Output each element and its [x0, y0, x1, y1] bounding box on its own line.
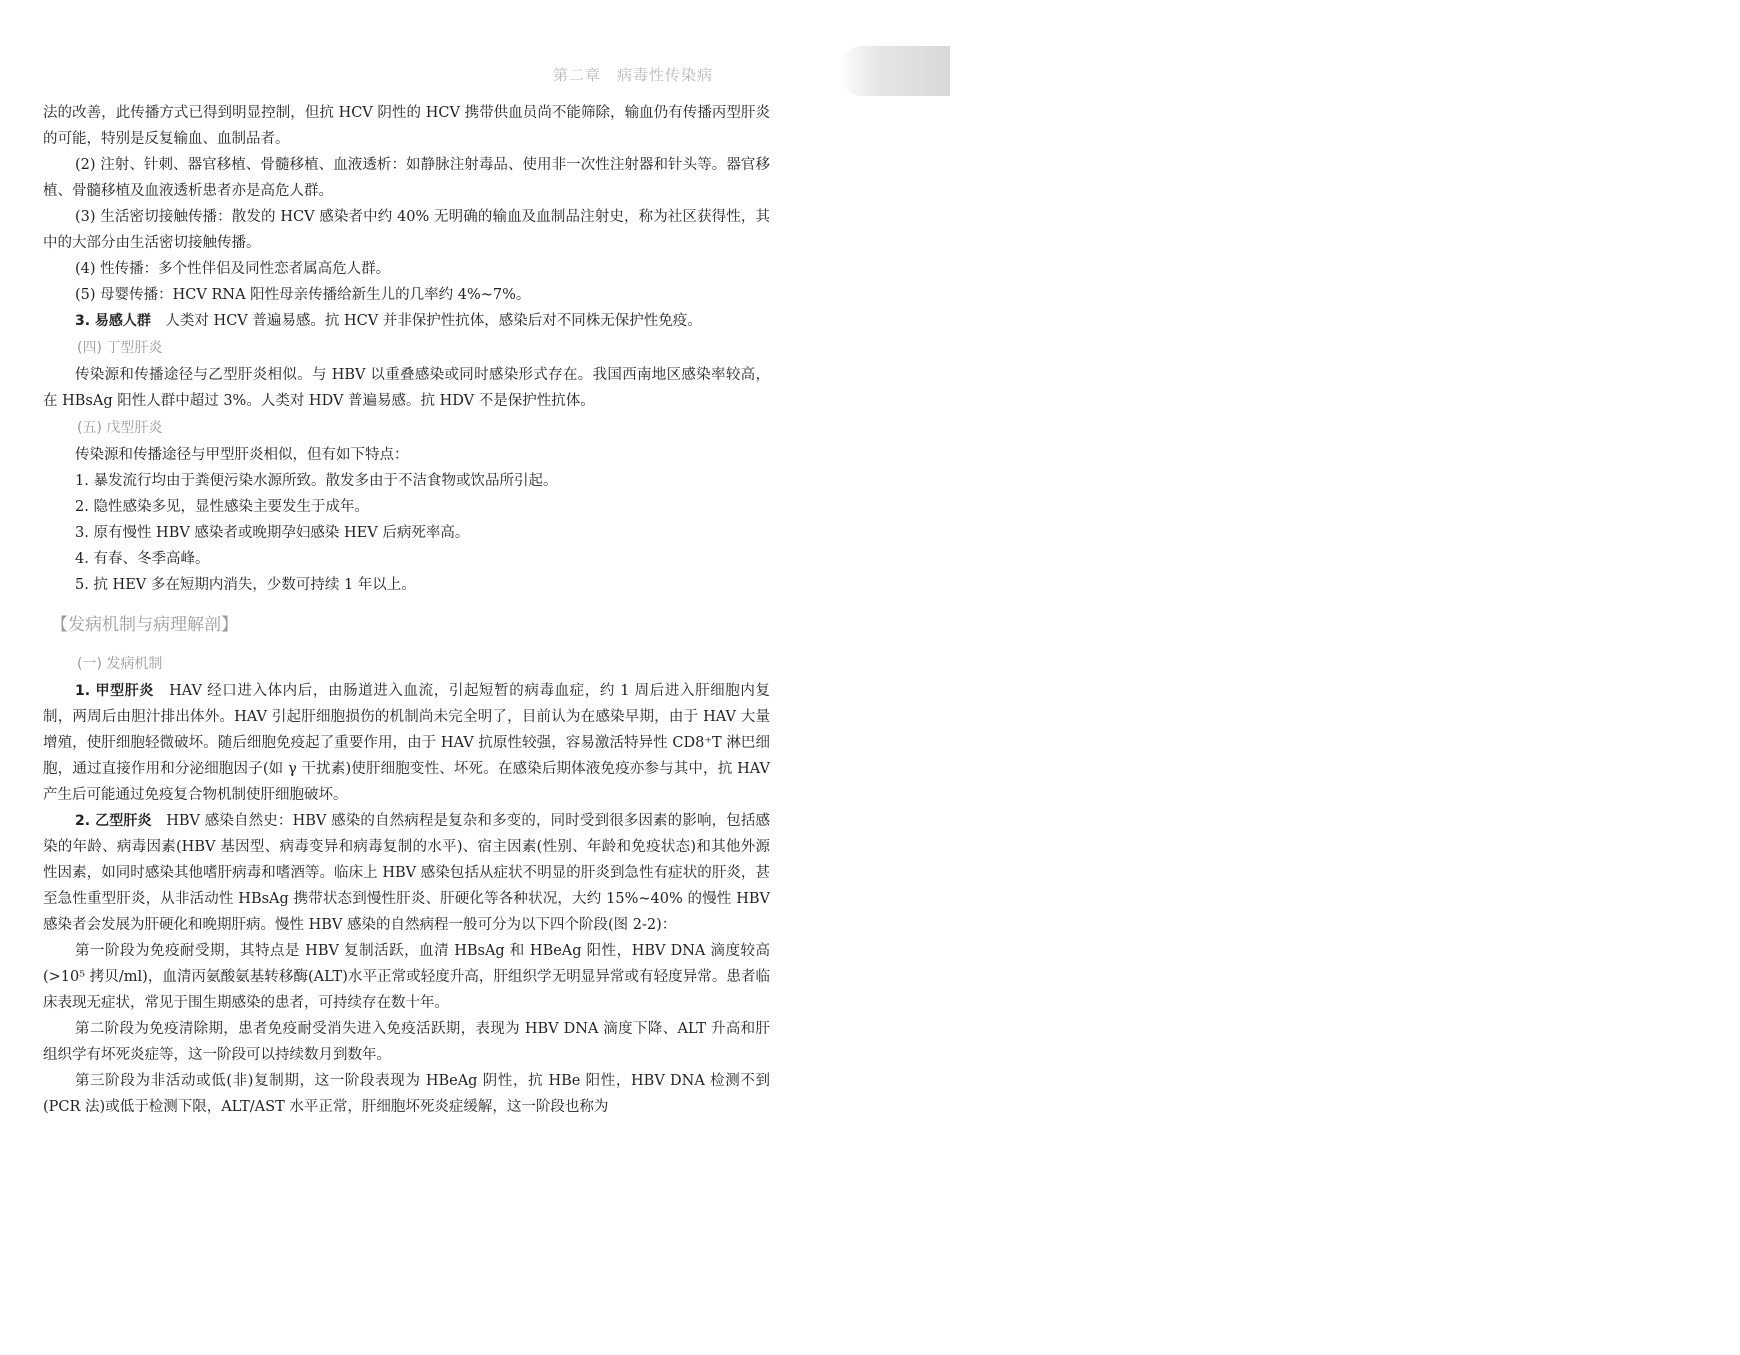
chapter-title: 第二章 病毒性传染病 [553, 66, 714, 84]
susceptible-text: 人类对 HCV 普遍易感。抗 HCV 并非保护性抗体，感染后对不同株无保护性免疫。 [150, 313, 702, 329]
paragraph-hdv: 传染源和传播途径与乙型肝炎相似。与 HBV 以重叠感染或同时感染形式存在。我国西南地区感染率较高，在 HBsAg 阳性人群中超过 3%。人类对 HDV 普遍易感。抗 HDV 不是保护性抗体。 [43, 367, 770, 409]
paragraph-hcv-mother-infant: (5) 母婴传播：HCV RNA 阳性母亲传播给新生儿的几率约 4%~7%。 [75, 287, 531, 303]
paragraph-hcv-susceptible [43, 308, 770, 334]
hev-item: 1. 暴发流行均由于粪便污染水源所致。散发多由于不洁食物或饮品所引起。 [75, 473, 558, 489]
hev-item: 5. 抗 HEV 多在短期内消失，少数可持续 1 年以上。 [75, 577, 416, 593]
paragraph-hbv-stage-3: 第三阶段为非活动或低(非)复制期，这一阶段表现为 HBeAg 阴性，抗 HBe 阳性，HBV DNA 检测不到(PCR 法)或低于检测下限，ALT/AST 水平正常，肝细胞坏死炎症缓解，这一阶段也称为 [43, 1073, 770, 1115]
paragraph-hcv-contact: (3) 生活密切接触传播：散发的 HCV 感染者中约 40% 无明确的输血及血制品注射史，称为社区获得性，其中的大部分由生活密切接触传播。 [43, 209, 770, 251]
hav-text: HAV 经口进入体内后，由肠道进入血流，引起短暂的病毒血症，约 1 周后进入肝细胞内复制，两周后由胆汁排出体外。HAV 引起肝细胞损伤的机制尚未完全明了，目前认为在感染早期，由于 HAV 大量增殖，使肝细胞轻微破坏。随后细胞免疫起了重要作用，由于 HAV 抗原性较强，容易激活特异性 CD8⁺T 淋巴细胞，通过直接作用和分泌细胞因子(如 γ 干扰素)使肝细胞变性、坏死。在感染后期体液免疫亦参与其中，抗 HAV 产生后可能通过免疫复合物机制使肝细胞破坏。 [43, 683, 770, 803]
paragraph-hcv-sexual: (4) 性传播：多个性伴侣及同性恋者属高危人群。 [75, 261, 391, 277]
hev-item: 4. 有春、冬季高峰。 [75, 551, 210, 567]
paragraph-hbv-stage-1: 第一阶段为免疫耐受期，其特点是 HBV 复制活跃，血清 HBsAg 和 HBeAg 阳性，HBV DNA 滴度较高(>10⁵ 拷贝/ml)，血清丙氨酸氨基转移酶(ALT)水平正常或轻度升高，肝组织学无明显异常或有轻度异常。患者临床表现无症状，常见于围生期感染的患者，可持续存在数十年。 [43, 943, 770, 1011]
section-title-pathogenesis: 【发病机制与病理解剖】 [51, 615, 238, 635]
hev-item: 2. 隐性感染多见，显性感染主要发生于成年。 [75, 499, 369, 515]
susceptible-label: 3. 易感人群 [75, 313, 151, 329]
paragraph-hav-mechanism [43, 678, 770, 808]
subheading-mechanism: (一) 发病机制 [77, 656, 163, 672]
paragraph-hcv-transfusion: 法的改善，此传播方式已得到明显控制，但抗 HCV 阴性的 HCV 携带供血员尚不能筛除，输血仍有传播丙型肝炎的可能，特别是反复输血、血制品者。 [43, 105, 770, 147]
page-body [43, 100, 770, 1120]
subheading-hdv: (四) 丁型肝炎 [77, 340, 163, 356]
subheading-hev: (五) 戊型肝炎 [77, 420, 163, 436]
paragraph-hbv-stage-2: 第二阶段为免疫清除期，患者免疫耐受消失进入免疫活跃期，表现为 HBV DNA 滴度下降、ALT 升高和肝组织学有坏死炎症等，这一阶段可以持续数月到数年。 [43, 1021, 770, 1063]
hav-label: 1. 甲型肝炎 [75, 683, 154, 699]
paragraph-hcv-injection: (2) 注射、针刺、器官移植、骨髓移植、血液透析：如静脉注射毒品、使用非一次性注射器和针头等。器官移植、骨髓移植及血液透析患者亦是高危人群。 [43, 157, 770, 199]
paragraph-hev-intro: 传染源和传播途径与甲型肝炎相似，但有如下特点： [75, 447, 409, 463]
page-number-tab [838, 46, 1740, 96]
hev-item: 3. 原有慢性 HBV 感染者或晚期孕妇感染 HEV 后病死率高。 [75, 525, 470, 541]
hbv-label: 2. 乙型肝炎 [75, 813, 152, 829]
page-number: 23 [1720, 54, 1740, 74]
paragraph-hbv-mechanism [43, 808, 770, 938]
page-header [0, 46, 1740, 96]
hbv-text: HBV 感染自然史：HBV 感染的自然病程是复杂和多变的，同时受到很多因素的影响，包括感染的年龄、病毒因素(HBV 基因型、病毒变异和病毒复制的水平)、宿主因素(性别、年龄和免疫状态)和其他外源性因素，如同时感染其他嗜肝病毒和嗜酒等。临床上 HBV 感染包括从症状不明显的肝炎到急性有症状的肝炎，甚至急性重型肝炎，从非活动性 HBsAg 携带状态到慢性肝炎、肝硬化等各种状况，大约 15%~40% 的慢性 HBV 感染者会发展为肝硬化和晚期肝病。慢性 HBV 感染的自然病程一般可分为以下四个阶段(图 2-2)： [43, 813, 770, 933]
